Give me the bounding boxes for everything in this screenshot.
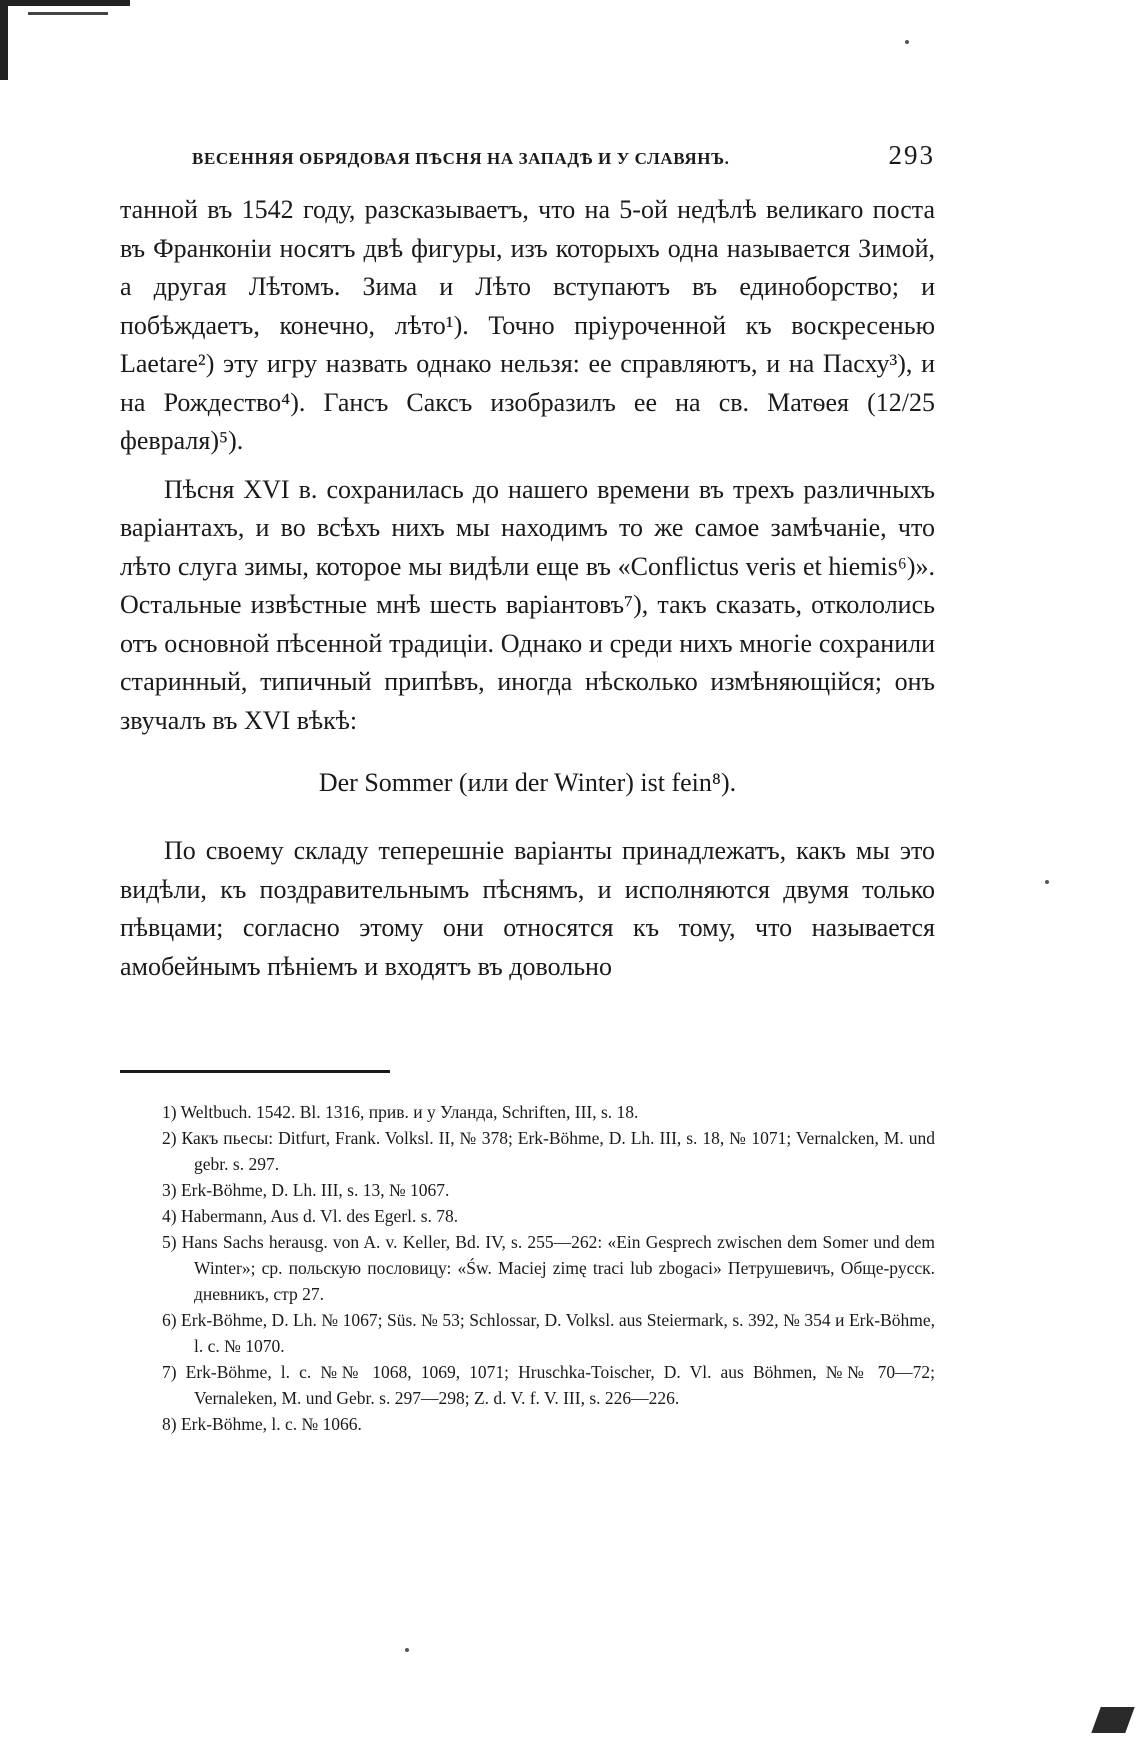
footnote: 1) Weltbuch. 1542. Bl. 1316, прив. и у Уланда, Schriften, III, s. 18. bbox=[162, 1102, 639, 1122]
scan-speck bbox=[405, 1648, 409, 1652]
footnotes bbox=[162, 1099, 935, 1437]
footnote: 7) Erk-Böhme, l. c. №№ 1068, 1069, 1071; Hruschka-Toischer, D. Vl. aus Böhmen, №№ 70—72; Vernaleken, M. und Gebr. s. 297—298; Z. d. V. f. V. III, s. 226—226. bbox=[162, 1362, 935, 1408]
body-paragraph: танной въ 1542 году, разсказываетъ, что на 5-ой недѣлѣ великаго поста въ Франконіи носятъ двѣ фигуры, изъ которыхъ одна называется Зимой, а другая Лѣтомъ. Зима и Лѣто вступаютъ въ единоборство; и побѣждаетъ, конечно, лѣто¹). Точно пріуроченной къ воскресенью Laetare²) эту игру назвать однако нельзя: ее справляютъ, и на Пасху³), и на Рождество⁴). Гансъ Саксъ изобразилъ ее на св. Матѳея (12/25 февраля)⁵). bbox=[120, 195, 935, 455]
body-paragraph: По своему складу теперешніе варіанты принадлежатъ, какъ мы это видѣли, къ поздравительнымъ пѣснямъ, и исполняются двумя только пѣвцами; согласно этому они относятся къ тому, что называется амобейнымъ пѣніемъ и входятъ въ довольно bbox=[120, 836, 935, 981]
verse-quote: Der Sommer (или der Winter) ist fein⁸). bbox=[318, 768, 737, 797]
footnote: 5) Hans Sachs herausg. von A. v. Keller, Bd. IV, s. 255—262: «Ein Gesprech zwischen dem Somer und dem Winter»; ср. польскую пословицу: «Św. Maciej zimę traci lub zbogaci» Петрушевичъ, Обще-русск. дневникъ, стр 27. bbox=[162, 1232, 935, 1304]
body-paragraph: Пѣсня XVI в. сохранилась до нашего времени въ трехъ различныхъ варіантахъ, и во всѣхъ нихъ мы находимъ то же самое замѣчаніе, что лѣто слуга зимы, которое мы видѣли еще въ «Conflictus veris et hiemis⁶)». Остальные извѣстные мнѣ шесть варіантовъ⁷), такъ сказать, откололись отъ основной пѣсенной традиціи. Однако и среди нихъ многіе сохранили старинный, типичный припѣвъ, иногда нѣсколько измѣняющійся; онъ звучалъ въ XVI вѣкѣ: bbox=[120, 474, 935, 735]
footnote: 8) Erk-Böhme, l. c. № 1066. bbox=[162, 1414, 362, 1434]
footnote: 6) Erk-Böhme, D. Lh. № 1067; Süs. № 53; Schlossar, D. Volksl. aus Steiermark, s. 392, № 354 и Erk-Böhme, l. c. № 1070. bbox=[162, 1310, 935, 1356]
running-head bbox=[120, 140, 935, 171]
footnote-divider bbox=[120, 1070, 390, 1073]
footnote: 4) Habermann, Aus d. Vl. des Egerl. s. 78. bbox=[162, 1206, 459, 1226]
footnote: 2) Какъ пьесы: Ditfurt, Frank. Volksl. II, № 378; Erk-Böhme, D. Lh. III, s. 18, № 1071; Vernalcken, M. und gebr. s. 297. bbox=[162, 1128, 935, 1174]
footnote: 3) Erk-Böhme, D. Lh. III, s. 13, № 1067. bbox=[162, 1180, 450, 1200]
scan-speck bbox=[1045, 880, 1049, 884]
scan-edge-mark bbox=[1091, 1707, 1134, 1733]
book-page bbox=[120, 140, 935, 1437]
running-title: ВЕСЕННЯЯ ОБРЯДОВАЯ ПѢСНЯ НА ЗАПАДѢ И У СЛАВЯНЪ. bbox=[192, 149, 730, 168]
page-number: 293 bbox=[888, 140, 935, 170]
scan-corner-mark bbox=[0, 0, 130, 80]
scan-speck bbox=[905, 40, 909, 44]
